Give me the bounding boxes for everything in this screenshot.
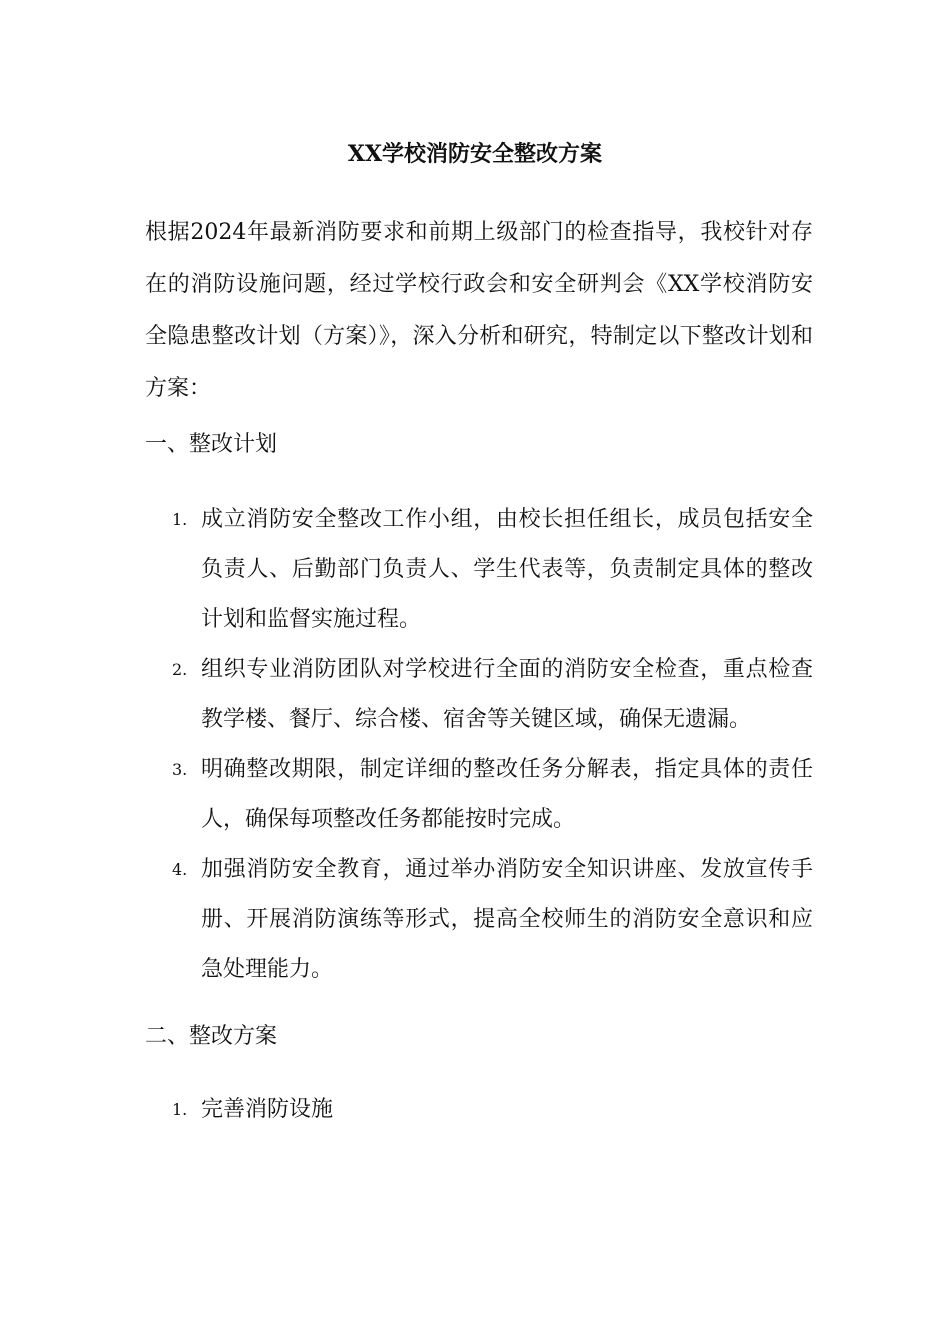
section-heading-scheme: 二、整改方案 [145, 1024, 278, 1049]
list-item [145, 495, 813, 645]
section-heading-plan: 一、整改计划 [145, 432, 278, 457]
document-title: XX学校消防安全整改方案 [347, 141, 603, 167]
list-item-number: 3. [172, 760, 188, 779]
list-item [145, 645, 813, 745]
intro-paragraph: 根据2024年最新消防要求和前期上级部门的检查指导，我校针对存在的消防设施问题，经过学校行政会和安全研判会《XX学校消防安全隐患整改计划（方案）》，深入分析和研究，特制定以下整改计划和方案： [145, 220, 813, 401]
list-item-text: 成立消防安全整改工作小组，由校长担任组长，成员包括安全负责人、后勤部门负责人、学生代表等，负责制定具体的整改计划和监督实施过程。 [201, 507, 813, 632]
list-item-text: 完善消防设施 [201, 1097, 334, 1122]
list-item-text: 加强消防安全教育，通过举办消防安全知识讲座、发放宣传手册、开展消防演练等形式，提高全校师生的消防安全意识和应急处理能力。 [201, 857, 813, 982]
list-item-number: 4. [172, 860, 188, 879]
list-item [145, 1085, 813, 1135]
list-item-number: 1. [172, 1100, 188, 1119]
list-item-number: 2. [172, 660, 188, 679]
plan-list [145, 495, 813, 995]
list-item [145, 745, 813, 845]
scheme-list [145, 1085, 813, 1135]
list-item-text: 明确整改期限，制定详细的整改任务分解表，指定具体的责任人，确保每项整改任务都能按时完成。 [201, 757, 813, 832]
list-item-number: 1. [172, 510, 188, 529]
list-item [145, 845, 813, 995]
list-item-text: 组织专业消防团队对学校进行全面的消防安全检查，重点检查教学楼、餐厅、综合楼、宿舍等关键区域，确保无遗漏。 [201, 657, 813, 732]
